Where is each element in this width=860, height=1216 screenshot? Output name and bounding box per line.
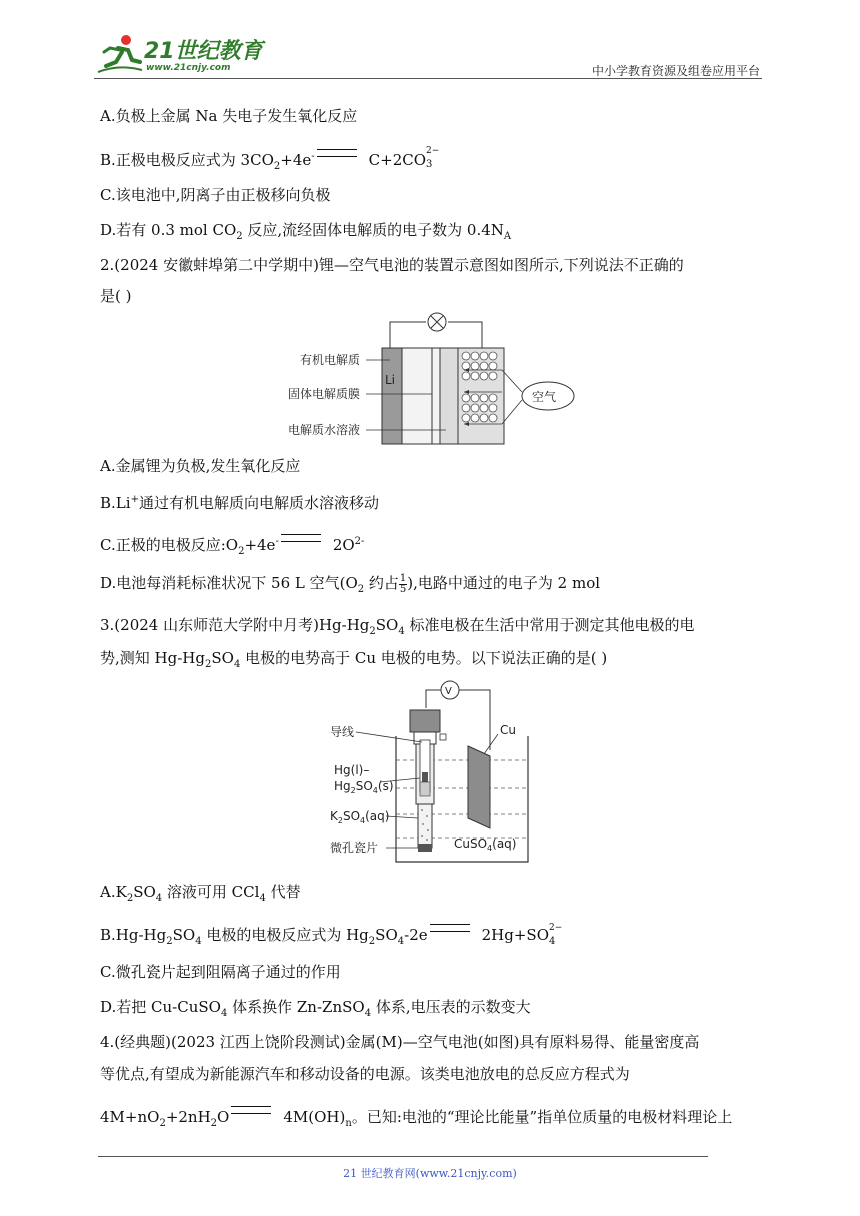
cu-plate — [468, 746, 490, 828]
q2-option-a: A.金属锂为负极,发生氧化反应 — [100, 457, 301, 475]
logo-url: www.21cnjy.com — [146, 63, 231, 73]
q1-option-d: D.若有 0.3 mol $CO_2$ 反应,流经固体电解质的电子数为 $0.4N_A$ — [100, 221, 512, 242]
logo-text: 21世纪教育 — [144, 39, 263, 64]
organic-electrolyte-label: 有机电解质 — [300, 353, 361, 367]
li-label: Li — [385, 373, 396, 387]
q3-stem-line-1: 3.(2024 山东师范大学附中月考)$Hg-Hg_2SO_4$ 标准电极在生活中常用于测定其他电极的电 — [100, 616, 695, 637]
logo — [96, 30, 266, 80]
air-label: 空气 — [532, 390, 557, 404]
q2-stem-line-2: 是( ) — [100, 287, 132, 305]
hg-label-line-2: $Hg_2SO_4(s)$ — [334, 779, 394, 795]
equals-sign — [317, 149, 357, 157]
wire-label: 导线 — [330, 725, 355, 739]
fraction-one-fifth: $\frac{1}{5}$ — [399, 572, 407, 595]
footer-link[interactable]: 21 世纪教育网(www.21cnjy.com) — [343, 1167, 517, 1180]
q4-stem-line-2: 等优点,有望成为新能源汽车和移动设备的电源。该类电池放电的总反应方程式为 — [100, 1065, 630, 1083]
q2-option-c: C.正极的电极反应$:O_2+4e^-$ $2O^{2-}$ — [100, 536, 365, 557]
page-header — [96, 30, 764, 82]
q4-stem-line-1: 4.(经典题)(2023 江西上饶阶段测试)金属(M)—空气电池(如图)具有原料易得、能量密度高 — [100, 1033, 700, 1051]
aqueous-electrolyte-label: 电解质水溶液 — [288, 423, 361, 437]
footer-divider — [98, 1156, 708, 1157]
q2-option-d: D.电池每消耗标准状况下 56 L 空气($O_2$ 约占 $\frac{1}{5}$ ),电路中通过的电子为 2 mol — [100, 572, 601, 595]
q3-option-a: $A.K_2SO_4$ 溶液可用 CCl$_4$ 代替 — [100, 883, 301, 904]
q3-option-c: C.微孔瓷片起到阻隔离子通过的作用 — [100, 963, 341, 981]
cu-label: Cu — [500, 723, 516, 737]
header-divider — [94, 78, 762, 79]
voltmeter-label: V — [445, 686, 452, 697]
porcelain-label: 微孔瓷片 — [330, 841, 379, 855]
cuso4-label: CuSO$_4$(aq) — [454, 837, 517, 853]
q4-stem-line-3: $4M+nO_2+2nH_2O$ $4M(OH)_n$。已知:电池的“理论比能量”指单位质量的电极材料理论上 — [100, 1108, 733, 1129]
q3-stem-line-2: 势,测知 $Hg-Hg_2SO_4$ 电极的电势高于 Cu 电极的电势。以下说法正确的是( ) — [100, 649, 608, 670]
hg-electrode-diagram — [328, 678, 538, 868]
q1-option-a: A.负极上金属 Na 失电子发生氧化反应 — [100, 107, 358, 125]
q3-option-d: D.若把 Cu-CuSO$_4$ 体系换作 Zn-ZnSO$_4$ 体系,电压表的示数变大 — [100, 998, 531, 1019]
runner-logo-icon — [96, 32, 144, 76]
equals-sign — [231, 1106, 271, 1114]
equals-sign — [430, 924, 470, 932]
k2so4-label: $K_2SO_4(aq)$ — [330, 809, 390, 825]
q1-option-c: C.该电池中,阴离子由正极移向负极 — [100, 186, 331, 204]
platform-name: 中小学教育资源及组卷应用平台 — [591, 64, 760, 78]
solid-membrane-label: 固体电解质膜 — [288, 387, 361, 401]
q2-option-b: B.Li+通过有机电解质向电解质水溶液移动 — [100, 494, 379, 512]
equals-sign — [281, 534, 321, 542]
q2-stem-line-1: 2.(2024 安徽蚌埠第二中学期中)锂—空气电池的装置示意图如图所示,下列说法不正确的 — [100, 256, 684, 274]
q3-option-b: $B.Hg-Hg_2SO_4$ 电极的电极反应式为 $Hg_2SO_4-2e$ 2Hg+SO 2− 4 — [100, 923, 563, 947]
q1-option-b: B.正极电极反应式为 $3CO_2+4e^-$ C+2CO 2− 3 — [100, 146, 440, 172]
li-air-battery-diagram — [286, 312, 586, 450]
hg-label-line-1: Hg(l)– — [334, 763, 370, 777]
